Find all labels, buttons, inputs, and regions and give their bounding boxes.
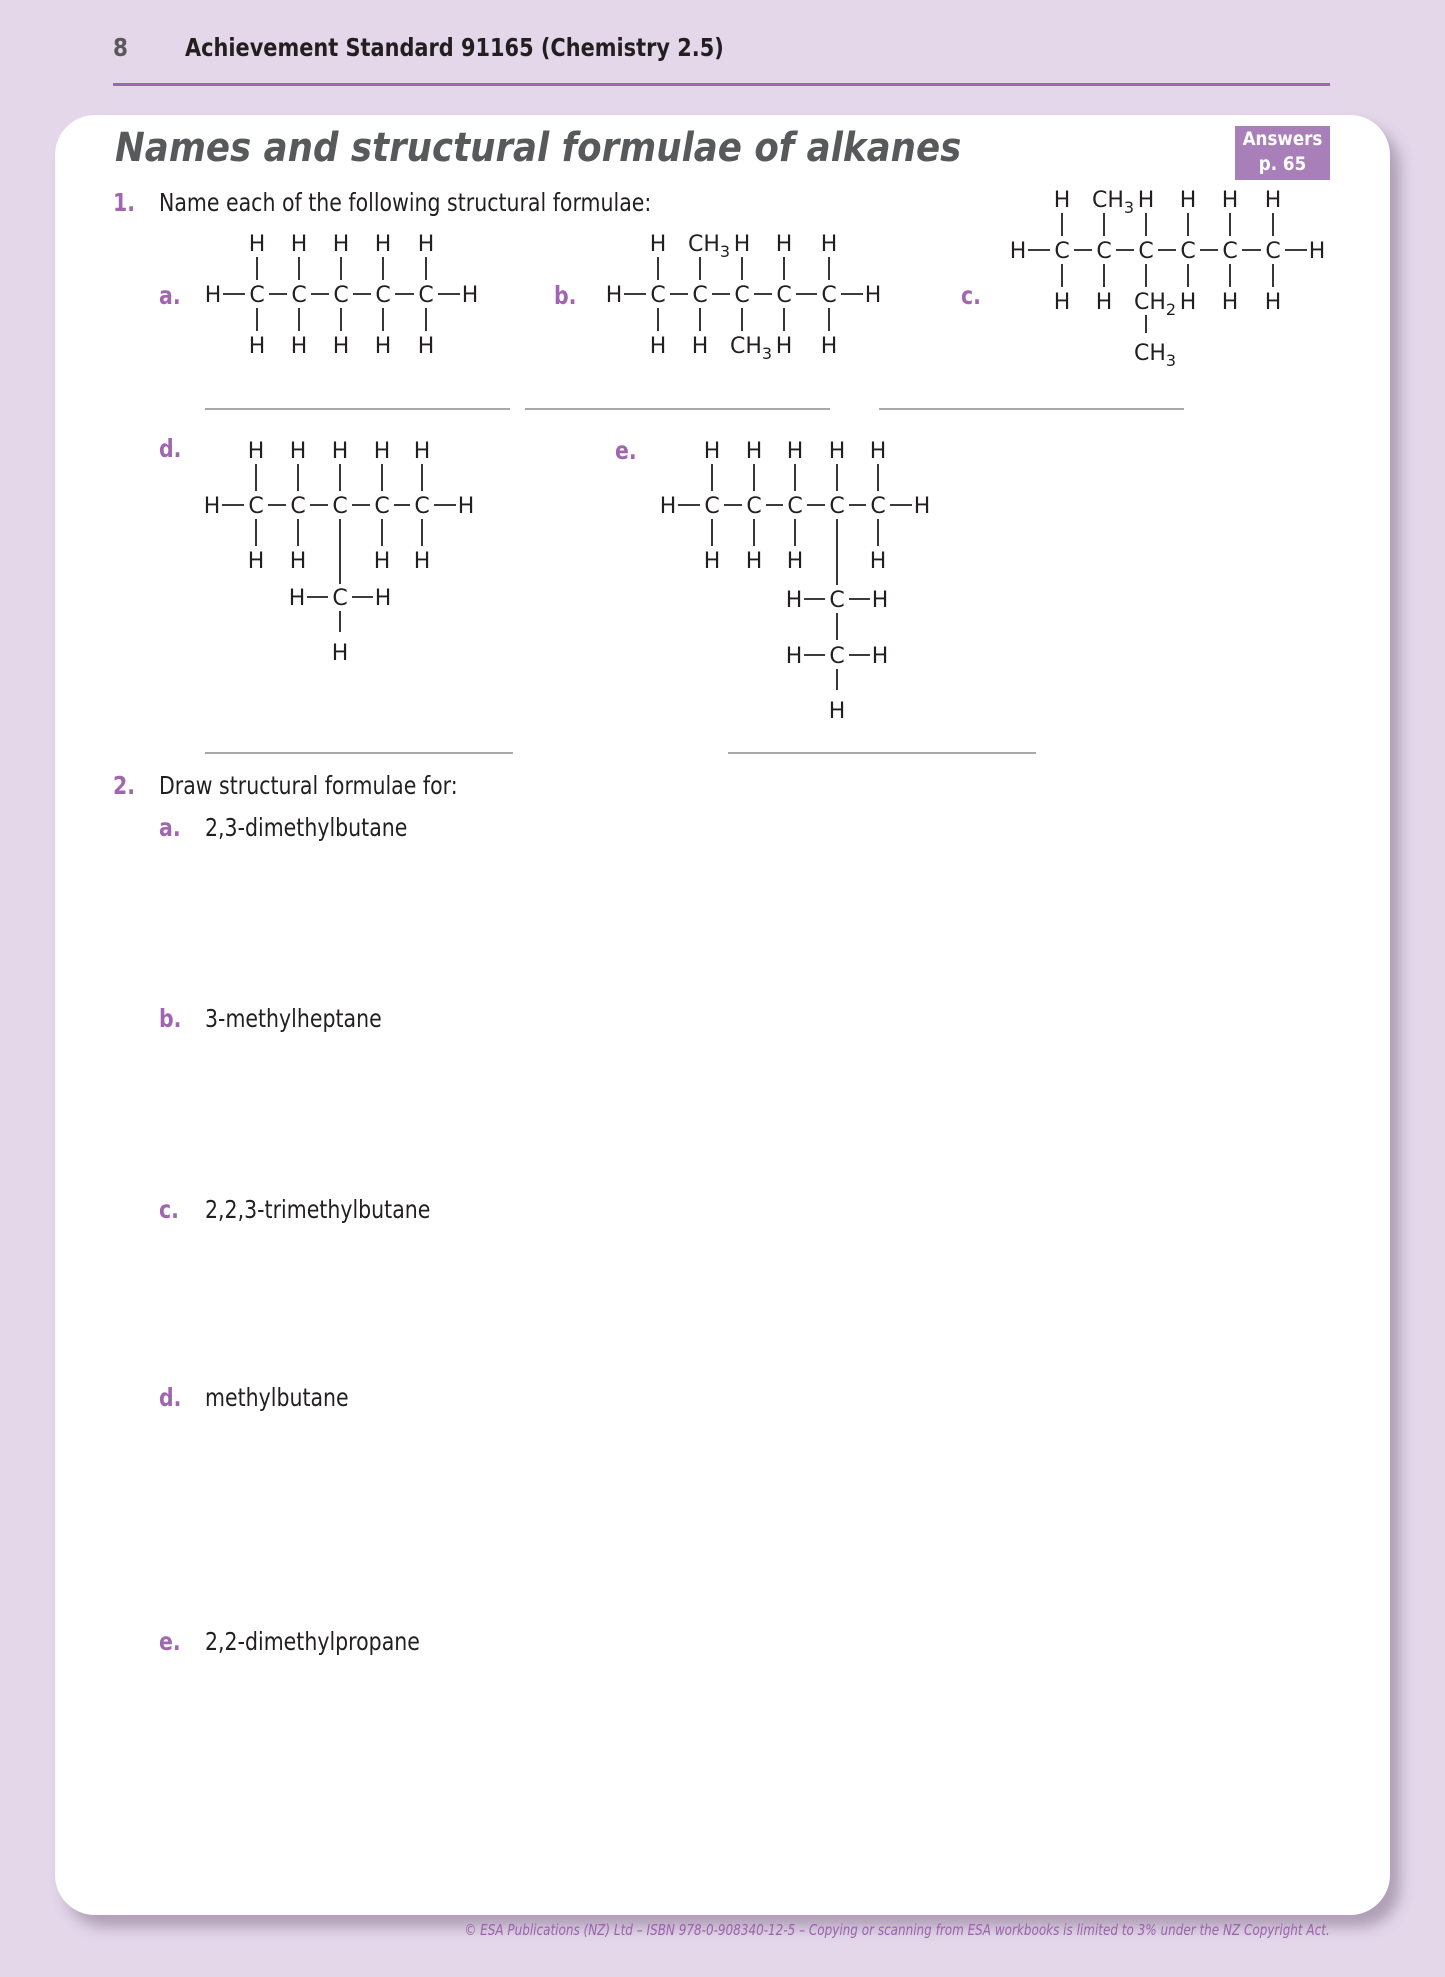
hydrogen-atom: H [864, 283, 882, 308]
methyl-group: $CH_3$ [1092, 188, 1135, 217]
hydrogen-atom: H [1009, 239, 1027, 264]
hydrogen-atom: H [331, 641, 349, 666]
hydrogen-atom: H [828, 439, 846, 464]
carbon-atom: C [1138, 239, 1154, 264]
hydrogen-atom: H [703, 549, 721, 574]
carbon-atom: C [829, 588, 845, 613]
q2-e-text: 2,2-dimethylpropane [205, 1627, 420, 1656]
answers-badge-label: Answers [1242, 128, 1323, 150]
carbon-atom: C [333, 283, 349, 308]
answers-badge-page: p. 65 [1258, 153, 1307, 175]
hydrogen-atom: H [413, 549, 431, 574]
hydrogen-atom: H [373, 549, 391, 574]
q1-d-label: d. [159, 434, 182, 463]
carbon-atom: C [829, 494, 845, 519]
hydrogen-atom: H [417, 232, 435, 257]
hydrogen-atom: H [733, 232, 751, 257]
q1-a-label: a. [159, 281, 181, 310]
hydrogen-atom: H [1053, 188, 1071, 213]
question-1-prompt: Name each of the following structural formulae: [159, 188, 652, 217]
answer-line-d[interactable] [205, 752, 513, 754]
hydrogen-atom: H [204, 283, 222, 308]
hydrogen-atom: H [785, 588, 803, 613]
hydrogen-atom: H [1053, 290, 1071, 315]
hydrogen-atom: H [1221, 290, 1239, 315]
hydrogen-atom: H [745, 549, 763, 574]
header-title: Achievement Standard 91165 (Chemistry 2.5) [185, 33, 724, 62]
carbon-atom: C [374, 494, 390, 519]
section-title: Names and structural formulae of alkanes [115, 125, 962, 171]
q2-a-text: 2,3-dimethylbutane [205, 813, 408, 842]
q1-c-label: c. [961, 281, 981, 310]
hydrogen-atom: H [871, 588, 889, 613]
hydrogen-atom: H [332, 334, 350, 359]
hydrogen-atom: H [1179, 290, 1197, 315]
hydrogen-atom: H [290, 334, 308, 359]
hydrogen-atom: H [413, 439, 431, 464]
hydrogen-atom: H [659, 494, 677, 519]
hydrogen-atom: H [785, 644, 803, 669]
hydrogen-atom: H [649, 334, 667, 359]
answer-line-e[interactable] [728, 752, 1036, 754]
carbon-atom: C [414, 494, 430, 519]
hydrogen-atom: H [820, 232, 838, 257]
carbon-atom: C [375, 283, 391, 308]
hydrogen-atom: H [1095, 290, 1113, 315]
answer-line-c[interactable] [879, 408, 1184, 410]
hydrogen-atom: H [290, 232, 308, 257]
carbon-atom: C [704, 494, 720, 519]
q2-c-label: c. [159, 1195, 179, 1224]
copyright-footer: © ESA Publications (NZ) Ltd – ISBN 978-0-908340-12-5 – Copying or scanning from ESA workbooks is limited to 3% under the NZ Copyright Act. [464, 1921, 1330, 1939]
hydrogen-atom: H [374, 232, 392, 257]
q2-d-text: methylbutane [205, 1383, 349, 1412]
hydrogen-atom: H [869, 549, 887, 574]
hydrogen-atom: H [1137, 188, 1155, 213]
hydrogen-atom: H [786, 439, 804, 464]
carbon-atom: C [870, 494, 886, 519]
hydrogen-atom: H [913, 494, 931, 519]
question-2-number: 2. [113, 771, 136, 800]
q2-e-label: e. [159, 1627, 181, 1656]
carbon-atom: C [734, 283, 750, 308]
hydrogen-atom: H [331, 439, 349, 464]
hydrogen-atom: H [417, 334, 435, 359]
carbon-atom: C [746, 494, 762, 519]
question-2-prompt: Draw structural formulae for: [159, 771, 458, 800]
hydrogen-atom: H [691, 334, 709, 359]
carbon-atom: C [829, 644, 845, 669]
q1-e-label: e. [615, 436, 637, 465]
carbon-atom: C [1054, 239, 1070, 264]
hydrogen-atom: H [461, 283, 479, 308]
q1-b-label: b. [554, 281, 577, 310]
hydrogen-atom: H [871, 644, 889, 669]
hydrogen-atom: H [703, 439, 721, 464]
hydrogen-atom: H [289, 549, 307, 574]
q2-b-label: b. [159, 1004, 182, 1033]
question-1-number: 1. [113, 188, 136, 217]
hydrogen-atom: H [203, 494, 221, 519]
answer-line-a[interactable] [205, 408, 510, 410]
hydrogen-atom: H [605, 283, 623, 308]
hydrogen-atom: H [247, 439, 265, 464]
hydrogen-atom: H [332, 232, 350, 257]
carbon-atom: C [248, 494, 264, 519]
hydrogen-atom: H [828, 699, 846, 724]
carbon-atom: C [249, 283, 265, 308]
hydrogen-atom: H [820, 334, 838, 359]
carbon-atom: C [1265, 239, 1281, 264]
carbon-atom: C [821, 283, 837, 308]
hydrogen-atom: H [869, 439, 887, 464]
carbon-atom: C [650, 283, 666, 308]
carbon-atom: C [290, 494, 306, 519]
carbon-atom: C [1180, 239, 1196, 264]
q2-a-label: a. [159, 813, 181, 842]
carbon-atom: C [291, 283, 307, 308]
carbon-atom: C [787, 494, 803, 519]
hydrogen-atom: H [288, 586, 306, 611]
answer-line-b[interactable] [525, 408, 830, 410]
methyl-group: $CH_3$ [1134, 341, 1177, 370]
hydrogen-atom: H [457, 494, 475, 519]
hydrogen-atom: H [649, 232, 667, 257]
hydrogen-atom: H [373, 439, 391, 464]
hydrogen-atom: H [374, 334, 392, 359]
q2-d-label: d. [159, 1383, 182, 1412]
hydrogen-atom: H [1221, 188, 1239, 213]
hydrogen-atom: H [775, 334, 793, 359]
hydrogen-atom: H [374, 586, 392, 611]
carbon-atom: C [1222, 239, 1238, 264]
carbon-atom: C [1096, 239, 1112, 264]
carbon-atom: C [332, 586, 348, 611]
page-number: 8 [113, 33, 128, 62]
hydrogen-atom: H [786, 549, 804, 574]
hydrogen-atom: H [745, 439, 763, 464]
methyl-group: $CH_3$ [688, 232, 731, 261]
methylene-group: $CH_2$ [1134, 290, 1177, 319]
hydrogen-atom: H [1264, 290, 1282, 315]
hydrogen-atom: H [775, 232, 793, 257]
hydrogen-atom: H [289, 439, 307, 464]
carbon-atom: C [776, 283, 792, 308]
hydrogen-atom: H [248, 334, 266, 359]
hydrogen-atom: H [1264, 188, 1282, 213]
carbon-atom: C [332, 494, 348, 519]
q2-c-text: 2,2,3-trimethylbutane [205, 1195, 431, 1224]
hydrogen-atom: H [1308, 239, 1326, 264]
structural-formula-e [0, 0, 1445, 760]
hydrogen-atom: H [248, 232, 266, 257]
q2-b-text: 3-methylheptane [205, 1004, 382, 1033]
hydrogen-atom: H [1179, 188, 1197, 213]
carbon-atom: C [418, 283, 434, 308]
methyl-group: $CH_3$ [730, 334, 773, 363]
hydrogen-atom: H [247, 549, 265, 574]
carbon-atom: C [692, 283, 708, 308]
